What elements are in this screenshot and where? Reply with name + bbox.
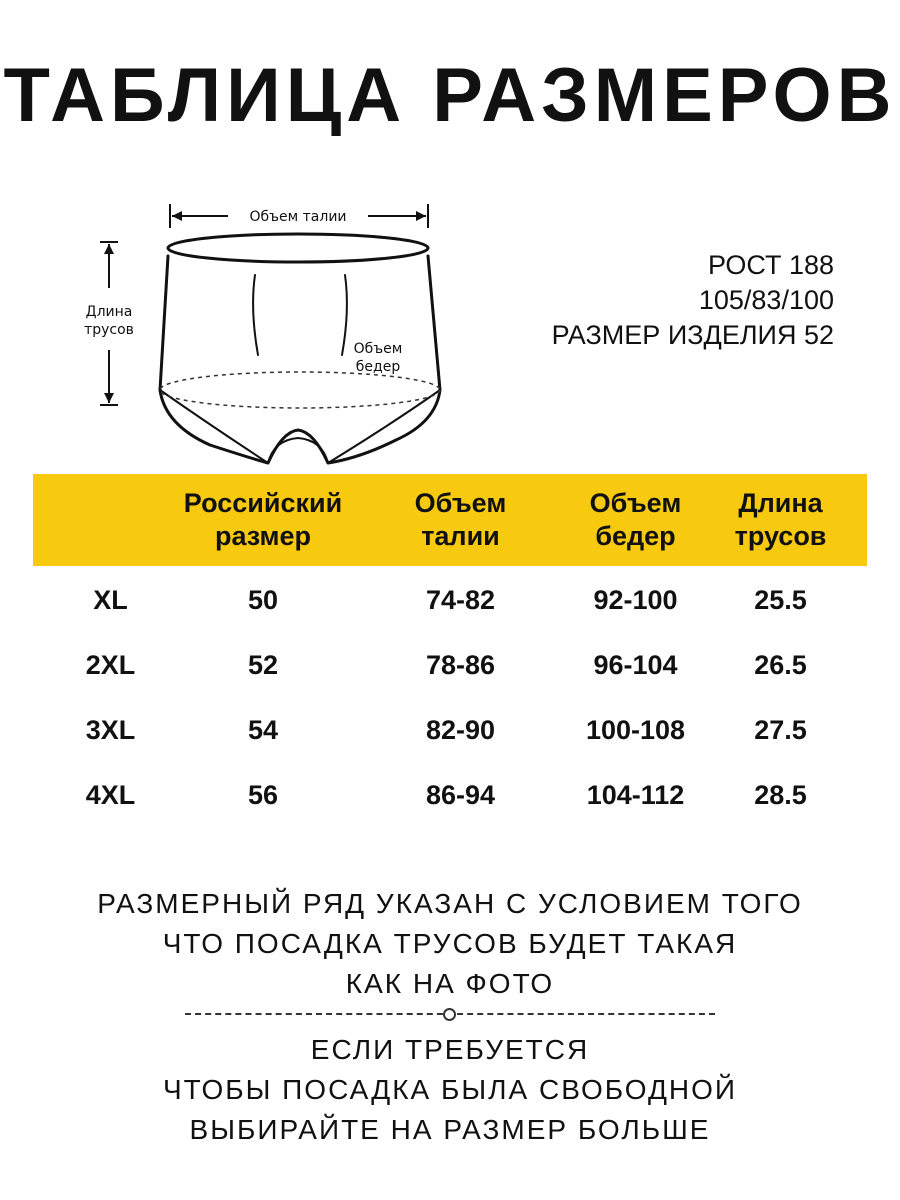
table-cell: 78-86 <box>425 650 496 680</box>
table-cell: 74-82 <box>425 585 496 615</box>
divider-dot-icon <box>443 1008 456 1021</box>
waist-label: Объем талии <box>249 209 347 225</box>
table-cell: 3XL <box>85 715 136 745</box>
fit-notes <box>0 884 900 1150</box>
table-cell: 2XL <box>85 650 136 680</box>
header-cell-russian-size: Российский размер <box>183 488 343 551</box>
hips-label-line1: Объем <box>353 341 403 357</box>
table-row <box>33 633 867 698</box>
note-line: ЧТОБЫ ПОСАДКА БЫЛА СВОБОДНОЙ <box>162 1074 738 1105</box>
table-cell: 26.5 <box>754 650 807 680</box>
header-cell-hips: Объем бедер <box>589 488 682 551</box>
header-cell-length: Длина трусов <box>734 488 827 551</box>
model-measurements: 105/83/100 <box>698 285 834 315</box>
table-cell: XL <box>93 585 128 615</box>
note-line: ВЫБИРАЙТЕ НА РАЗМЕР БОЛЬШЕ <box>189 1114 711 1145</box>
note-line: КАК НА ФОТО <box>345 968 555 999</box>
model-size: РАЗМЕР ИЗДЕЛИЯ 52 <box>551 320 834 350</box>
length-label-line1: Длина <box>85 304 133 320</box>
table-cell: 92-100 <box>593 585 678 615</box>
page-title: ТАБЛИЦА РАЗМЕРОВ <box>3 53 897 138</box>
table-cell: 54 <box>247 715 279 745</box>
table-cell: 100-108 <box>585 715 686 745</box>
table-cell: 82-90 <box>425 715 496 745</box>
table-cell: 52 <box>247 650 279 680</box>
table-cell: 96-104 <box>593 650 678 680</box>
briefs-diagram <box>60 190 480 480</box>
note-line: ЕСЛИ ТРЕБУЕТСЯ <box>310 1034 590 1065</box>
table-cell: 4XL <box>85 780 136 810</box>
table-row <box>33 698 867 763</box>
header-cell-waist: Объем талии <box>414 488 507 551</box>
hips-measure-line <box>160 372 440 408</box>
note-line: ЧТО ПОСАДКА ТРУСОВ БУДЕТ ТАКАЯ <box>162 928 738 959</box>
size-table-body <box>33 568 867 828</box>
dashed-divider <box>185 1006 715 1022</box>
table-cell: 50 <box>247 585 279 615</box>
note-line: РАЗМЕРНЫЙ РЯД УКАЗАН С УСЛОВИЕМ ТОГО <box>97 888 803 919</box>
table-cell: 25.5 <box>754 585 807 615</box>
header-cell-size-label <box>33 474 188 566</box>
table-row <box>33 763 867 828</box>
model-info <box>552 248 834 353</box>
table-cell: 104-112 <box>586 780 685 810</box>
table-row <box>33 568 867 633</box>
length-label-line2: трусов <box>84 322 134 338</box>
table-cell: 56 <box>247 780 279 810</box>
size-table-header <box>33 474 867 566</box>
table-cell: 86-94 <box>425 780 496 810</box>
hips-label-line2: бедер <box>355 359 401 375</box>
table-cell: 27.5 <box>754 715 807 745</box>
table-cell: 28.5 <box>754 780 807 810</box>
model-height: РОСТ 188 <box>707 250 834 280</box>
